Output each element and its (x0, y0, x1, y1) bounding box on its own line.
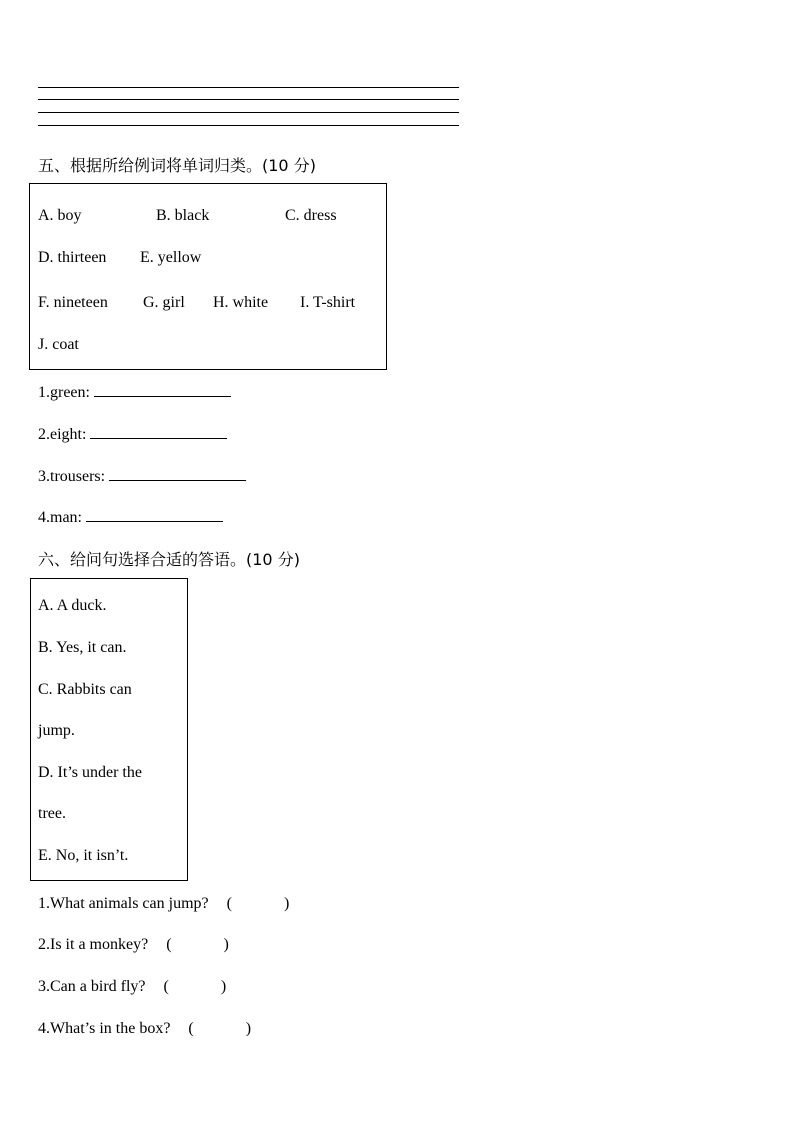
question-row (38, 466, 246, 487)
paren-close: ) (245, 1020, 252, 1037)
paren-open: ( (163, 978, 169, 995)
option-a: A. A duck. (38, 597, 107, 614)
answer-blank[interactable] (86, 507, 223, 522)
question-row (38, 1019, 251, 1039)
option-e: E. No, it isn’t. (38, 847, 129, 864)
writing-line (38, 112, 459, 113)
option-j: J. coat (38, 336, 79, 353)
question-row (38, 894, 289, 914)
option-c: C. dress (285, 207, 337, 224)
option-f: F. nineteen (38, 294, 108, 311)
question-label: 2.eight: (38, 426, 87, 443)
option-e: E. yellow (140, 249, 202, 266)
question-label: 4.What’s in the box? (38, 1020, 171, 1037)
section-6-heading: 六、给问句选择合适的答语。(10 分) (38, 550, 300, 569)
answer-paren[interactable] (227, 894, 290, 914)
paren-open: ( (188, 1020, 194, 1037)
option-c-cont: jump. (38, 722, 75, 739)
question-row (38, 977, 226, 997)
question-label: 4.man: (38, 509, 82, 526)
option-i: I. T-shirt (300, 294, 356, 311)
option-d-cont: tree. (38, 805, 66, 822)
option-d: D. It’s under the (38, 764, 142, 781)
paren-open: ( (226, 895, 232, 912)
paren-open: ( (166, 936, 172, 953)
answer-blank[interactable] (109, 466, 246, 481)
question-label: 1.green: (38, 384, 90, 401)
question-label: 3.trousers: (38, 468, 106, 485)
question-row (38, 382, 231, 403)
answer-blank[interactable] (94, 382, 231, 397)
option-b: B. black (156, 207, 210, 224)
question-row (38, 424, 227, 445)
writing-line (38, 87, 459, 88)
answer-blank[interactable] (90, 424, 227, 439)
answer-paren[interactable] (166, 935, 229, 955)
question-label: 3.Can a bird fly? (38, 978, 146, 995)
paren-close: ) (283, 895, 290, 912)
question-label: 1.What animals can jump? (38, 895, 209, 912)
option-b: B. Yes, it can. (38, 639, 127, 656)
option-c: C. Rabbits can (38, 681, 132, 698)
question-label: 2.Is it a monkey? (38, 936, 149, 953)
option-h: H. white (213, 294, 269, 311)
question-row (38, 935, 229, 955)
writing-line (38, 125, 459, 126)
option-g: G. girl (143, 294, 185, 311)
option-a: A. boy (38, 207, 82, 224)
paren-close: ) (220, 978, 227, 995)
option-d: D. thirteen (38, 249, 107, 266)
answer-paren[interactable] (188, 1019, 251, 1039)
paren-close: ) (223, 936, 229, 953)
answer-paren[interactable] (164, 977, 227, 997)
question-row (38, 507, 223, 528)
section-5-heading: 五、根据所给例词将单词归类。(10 分) (38, 156, 316, 175)
writing-line (38, 99, 459, 100)
